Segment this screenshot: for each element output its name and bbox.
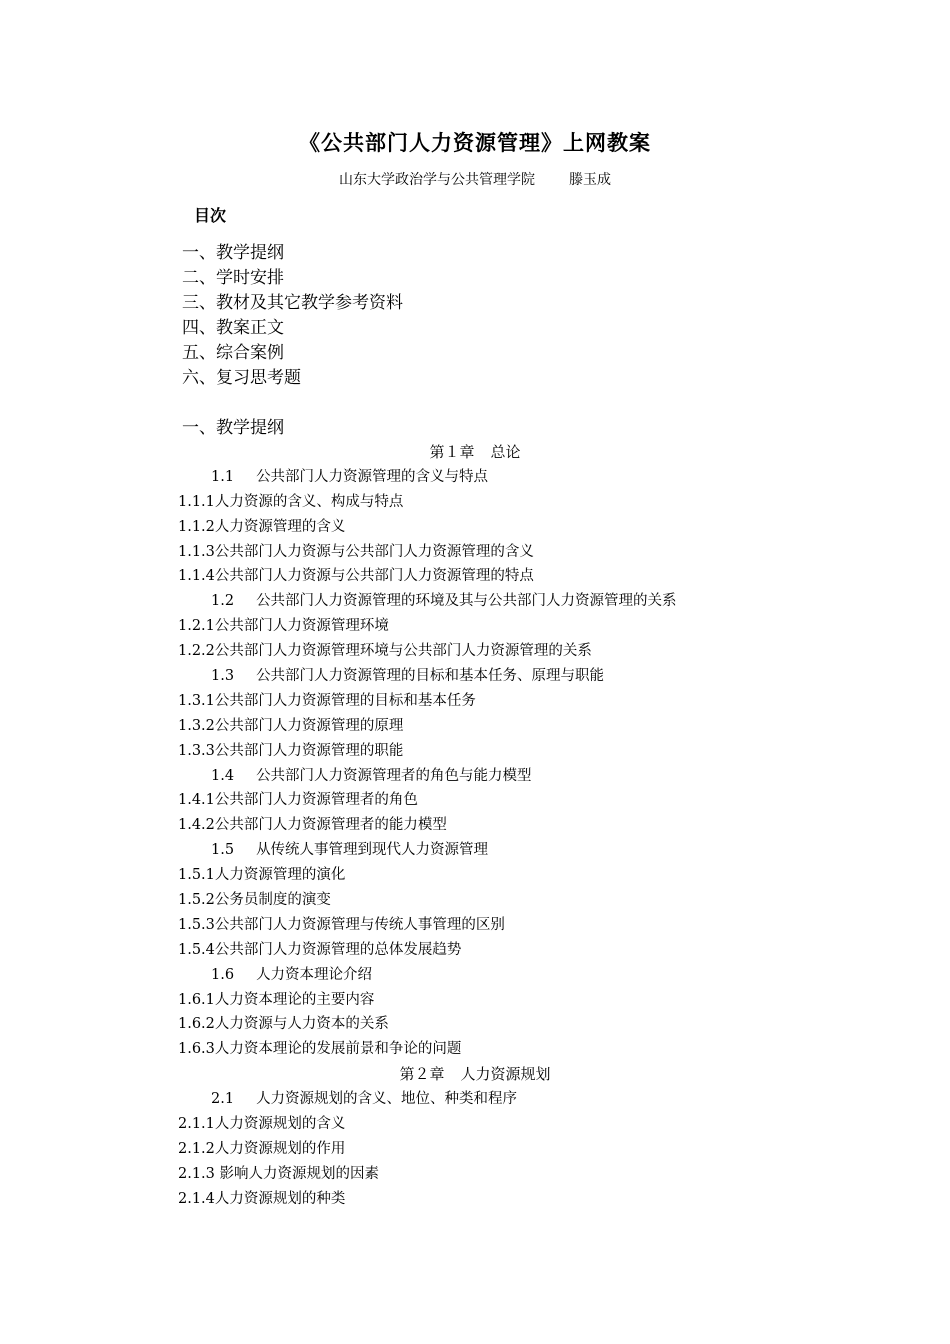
subsection-entry: 1.6.1人力资本理论的主要内容: [178, 991, 375, 1008]
section-title: 公共部门人力资源管理的含义与特点: [256, 468, 489, 485]
document-title: 《公共部门人力资源管理》上网教案: [299, 131, 651, 155]
section-title: 公共部门人力资源管理的目标和基本任务、原理与职能: [256, 668, 605, 685]
subsection-entry: 1.1.2人力资源管理的含义: [178, 518, 346, 535]
section-title: 公共部门人力资源管理的环境及其与公共部门人力资源管理的关系: [256, 593, 677, 610]
subsection-entry: 1.5.2公务员制度的演变: [178, 892, 331, 909]
chapter-number: 第１章: [429, 443, 475, 461]
section-number: 1.4: [211, 767, 235, 784]
section-number: 2.1: [211, 1091, 235, 1108]
section-number: 1.1: [211, 468, 235, 485]
subsection-entry: 1.4.1公共部门人力资源管理者的角色: [178, 792, 418, 809]
toc-item: 六、复习思考题: [182, 368, 301, 388]
outline-heading: 一、教学提纲: [182, 418, 284, 438]
author-affiliation: 山东大学政治学与公共管理学院: [339, 172, 535, 188]
section-entry: [0, 963, 950, 988]
section-entry: [0, 664, 950, 689]
subsection-entry: 1.1.4公共部门人力资源与公共部门人力资源管理的特点: [178, 568, 534, 585]
section-title: 从传统人事管理到现代人力资源管理: [256, 842, 489, 859]
toc-item: 二、学时安排: [182, 268, 284, 288]
toc-item: 四、教案正文: [182, 318, 284, 338]
section-entry: [0, 589, 950, 614]
subsection-entry: 2.1.4人力资源规划的种类: [178, 1190, 346, 1207]
section-entry: [0, 465, 950, 490]
section-title: 人力资源规划的含义、地位、种类和程序: [256, 1091, 518, 1108]
subsection-entry: 1.5.1人力资源管理的演化: [178, 867, 346, 884]
outline-body: [0, 440, 950, 1212]
toc-item: 五、综合案例: [182, 343, 284, 363]
section-title: 人力资本理论介绍: [256, 966, 373, 983]
subsection-entry: 1.6.3人力资本理论的发展前景和争论的问题: [178, 1041, 462, 1058]
subsection-entry: 1.2.1公共部门人力资源管理环境: [178, 618, 389, 635]
subsection-entry: 1.5.3公共部门人力资源管理与传统人事管理的区别: [178, 916, 505, 933]
toc-list: [182, 241, 403, 391]
subsection-entry: 1.3.2公共部门人力资源管理的原理: [178, 717, 404, 734]
toc-heading: 目次: [194, 206, 227, 225]
chapter-title: 总论: [490, 443, 521, 461]
chapter-heading: [0, 1062, 950, 1087]
document-author-line: [0, 170, 950, 190]
section-number: 1.3: [211, 668, 235, 685]
subsection-entry: 1.1.1人力资源的含义、构成与特点: [178, 493, 404, 510]
toc-item: 一、教学提纲: [182, 243, 284, 263]
chapter-title: 人力资源规划: [460, 1065, 551, 1084]
section-entry: [0, 1087, 950, 1112]
section-number: 1.5: [211, 842, 235, 859]
subsection-entry: 1.3.1公共部门人力资源管理的目标和基本任务: [178, 692, 476, 709]
author-name: 滕玉成: [569, 172, 611, 188]
section-entry: [0, 764, 950, 789]
section-entry: [0, 838, 950, 863]
subsection-entry: 2.1.3 影响人力资源规划的因素: [178, 1165, 380, 1182]
section-number: 1.2: [211, 593, 235, 610]
section-title: 公共部门人力资源管理者的角色与能力模型: [256, 767, 532, 784]
section-number: 1.6: [211, 966, 235, 983]
subsection-entry: 1.2.2公共部门人力资源管理环境与公共部门人力资源管理的关系: [178, 643, 592, 660]
toc-item: 三、教材及其它教学参考资料: [182, 293, 403, 313]
subsection-entry: 2.1.2人力资源规划的作用: [178, 1140, 346, 1157]
subsection-entry: 2.1.1人力资源规划的含义: [178, 1116, 346, 1133]
subsection-entry: 1.5.4公共部门人力资源管理的总体发展趋势: [178, 941, 462, 958]
subsection-entry: 1.3.3公共部门人力资源管理的职能: [178, 742, 404, 759]
subsection-entry: 1.6.2人力资源与人力资本的关系: [178, 1016, 389, 1033]
subsection-entry: 1.1.3公共部门人力资源与公共部门人力资源管理的含义: [178, 543, 534, 560]
subsection-entry: 1.4.2公共部门人力资源管理者的能力模型: [178, 817, 447, 834]
chapter-heading: [0, 440, 950, 465]
chapter-number: 第２章: [399, 1065, 445, 1084]
